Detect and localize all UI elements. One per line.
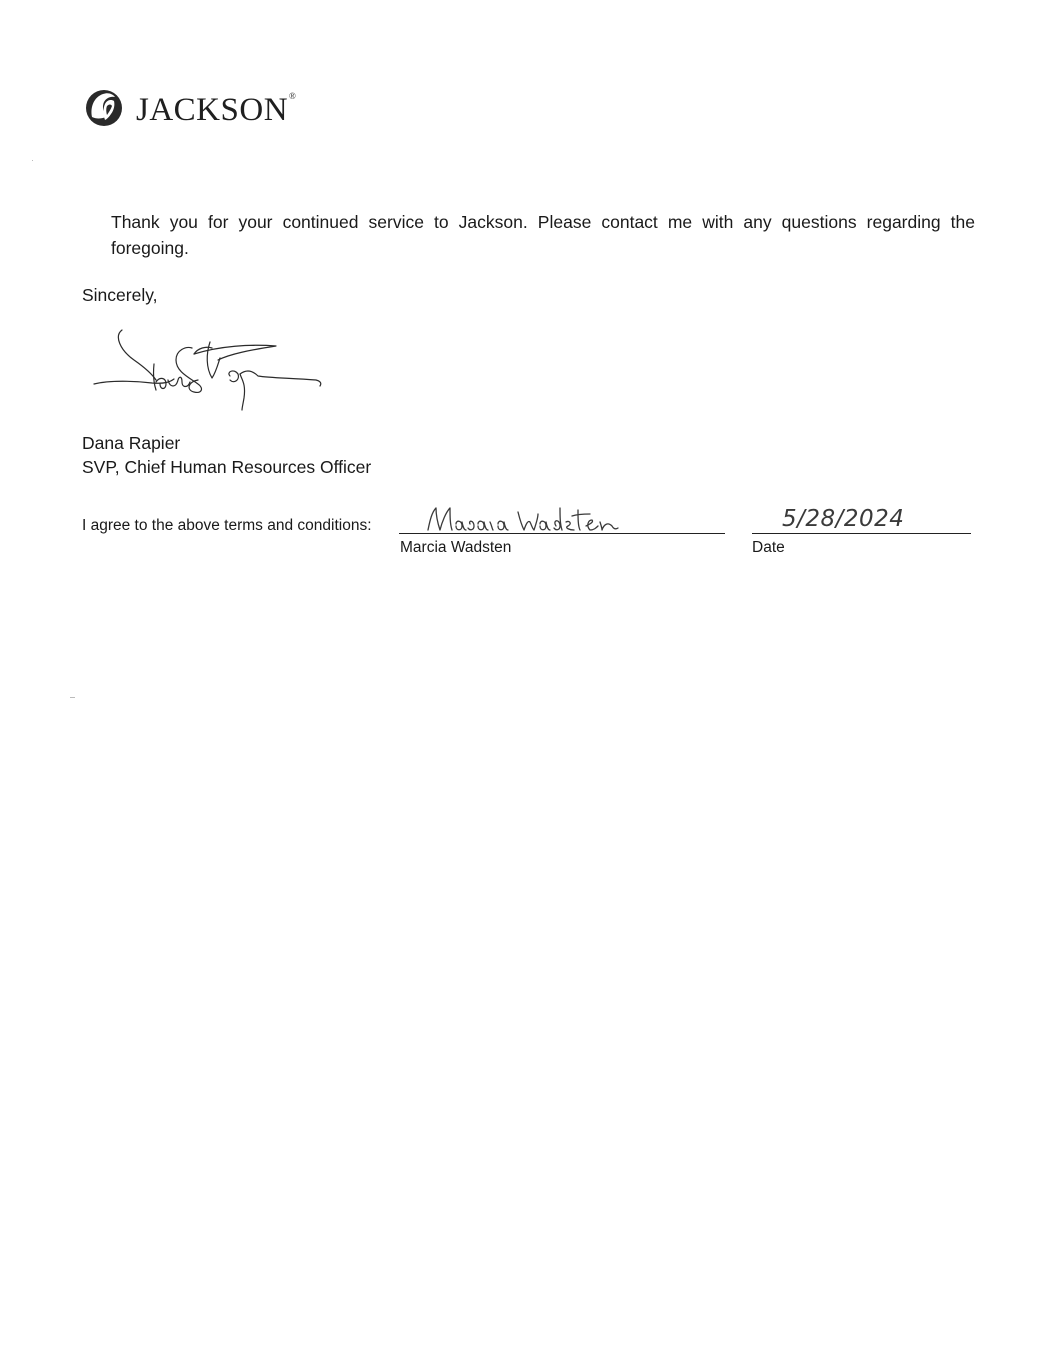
handwritten-date: 5/28/2024 xyxy=(782,506,905,532)
signer-title: SVP, Chief Human Resources Officer xyxy=(82,457,372,477)
date-label: Date xyxy=(752,539,785,556)
horse-head-logo-icon xyxy=(84,87,124,129)
signer-name: Dana Rapier xyxy=(82,433,181,453)
company-name: JACKSON® xyxy=(136,90,297,128)
acknowledgement-label: I agree to the above terms and conditions: xyxy=(82,517,372,534)
letter-body-paragraph: Thank you for your continued service to Jackson. Please contact me with any questions regarding the foregoing. xyxy=(111,212,975,258)
scan-speck xyxy=(70,697,75,698)
recipient-signature-icon xyxy=(420,500,620,536)
handwritten-signature-icon xyxy=(90,324,326,414)
company-logo xyxy=(84,86,296,130)
scan-speck xyxy=(32,160,33,161)
recipient-printed-name: Marcia Wadsten xyxy=(400,539,512,556)
registered-mark: ® xyxy=(289,90,297,101)
date-line xyxy=(752,533,971,534)
letter-closing: Sincerely, xyxy=(82,285,158,305)
signature-line xyxy=(399,533,725,534)
